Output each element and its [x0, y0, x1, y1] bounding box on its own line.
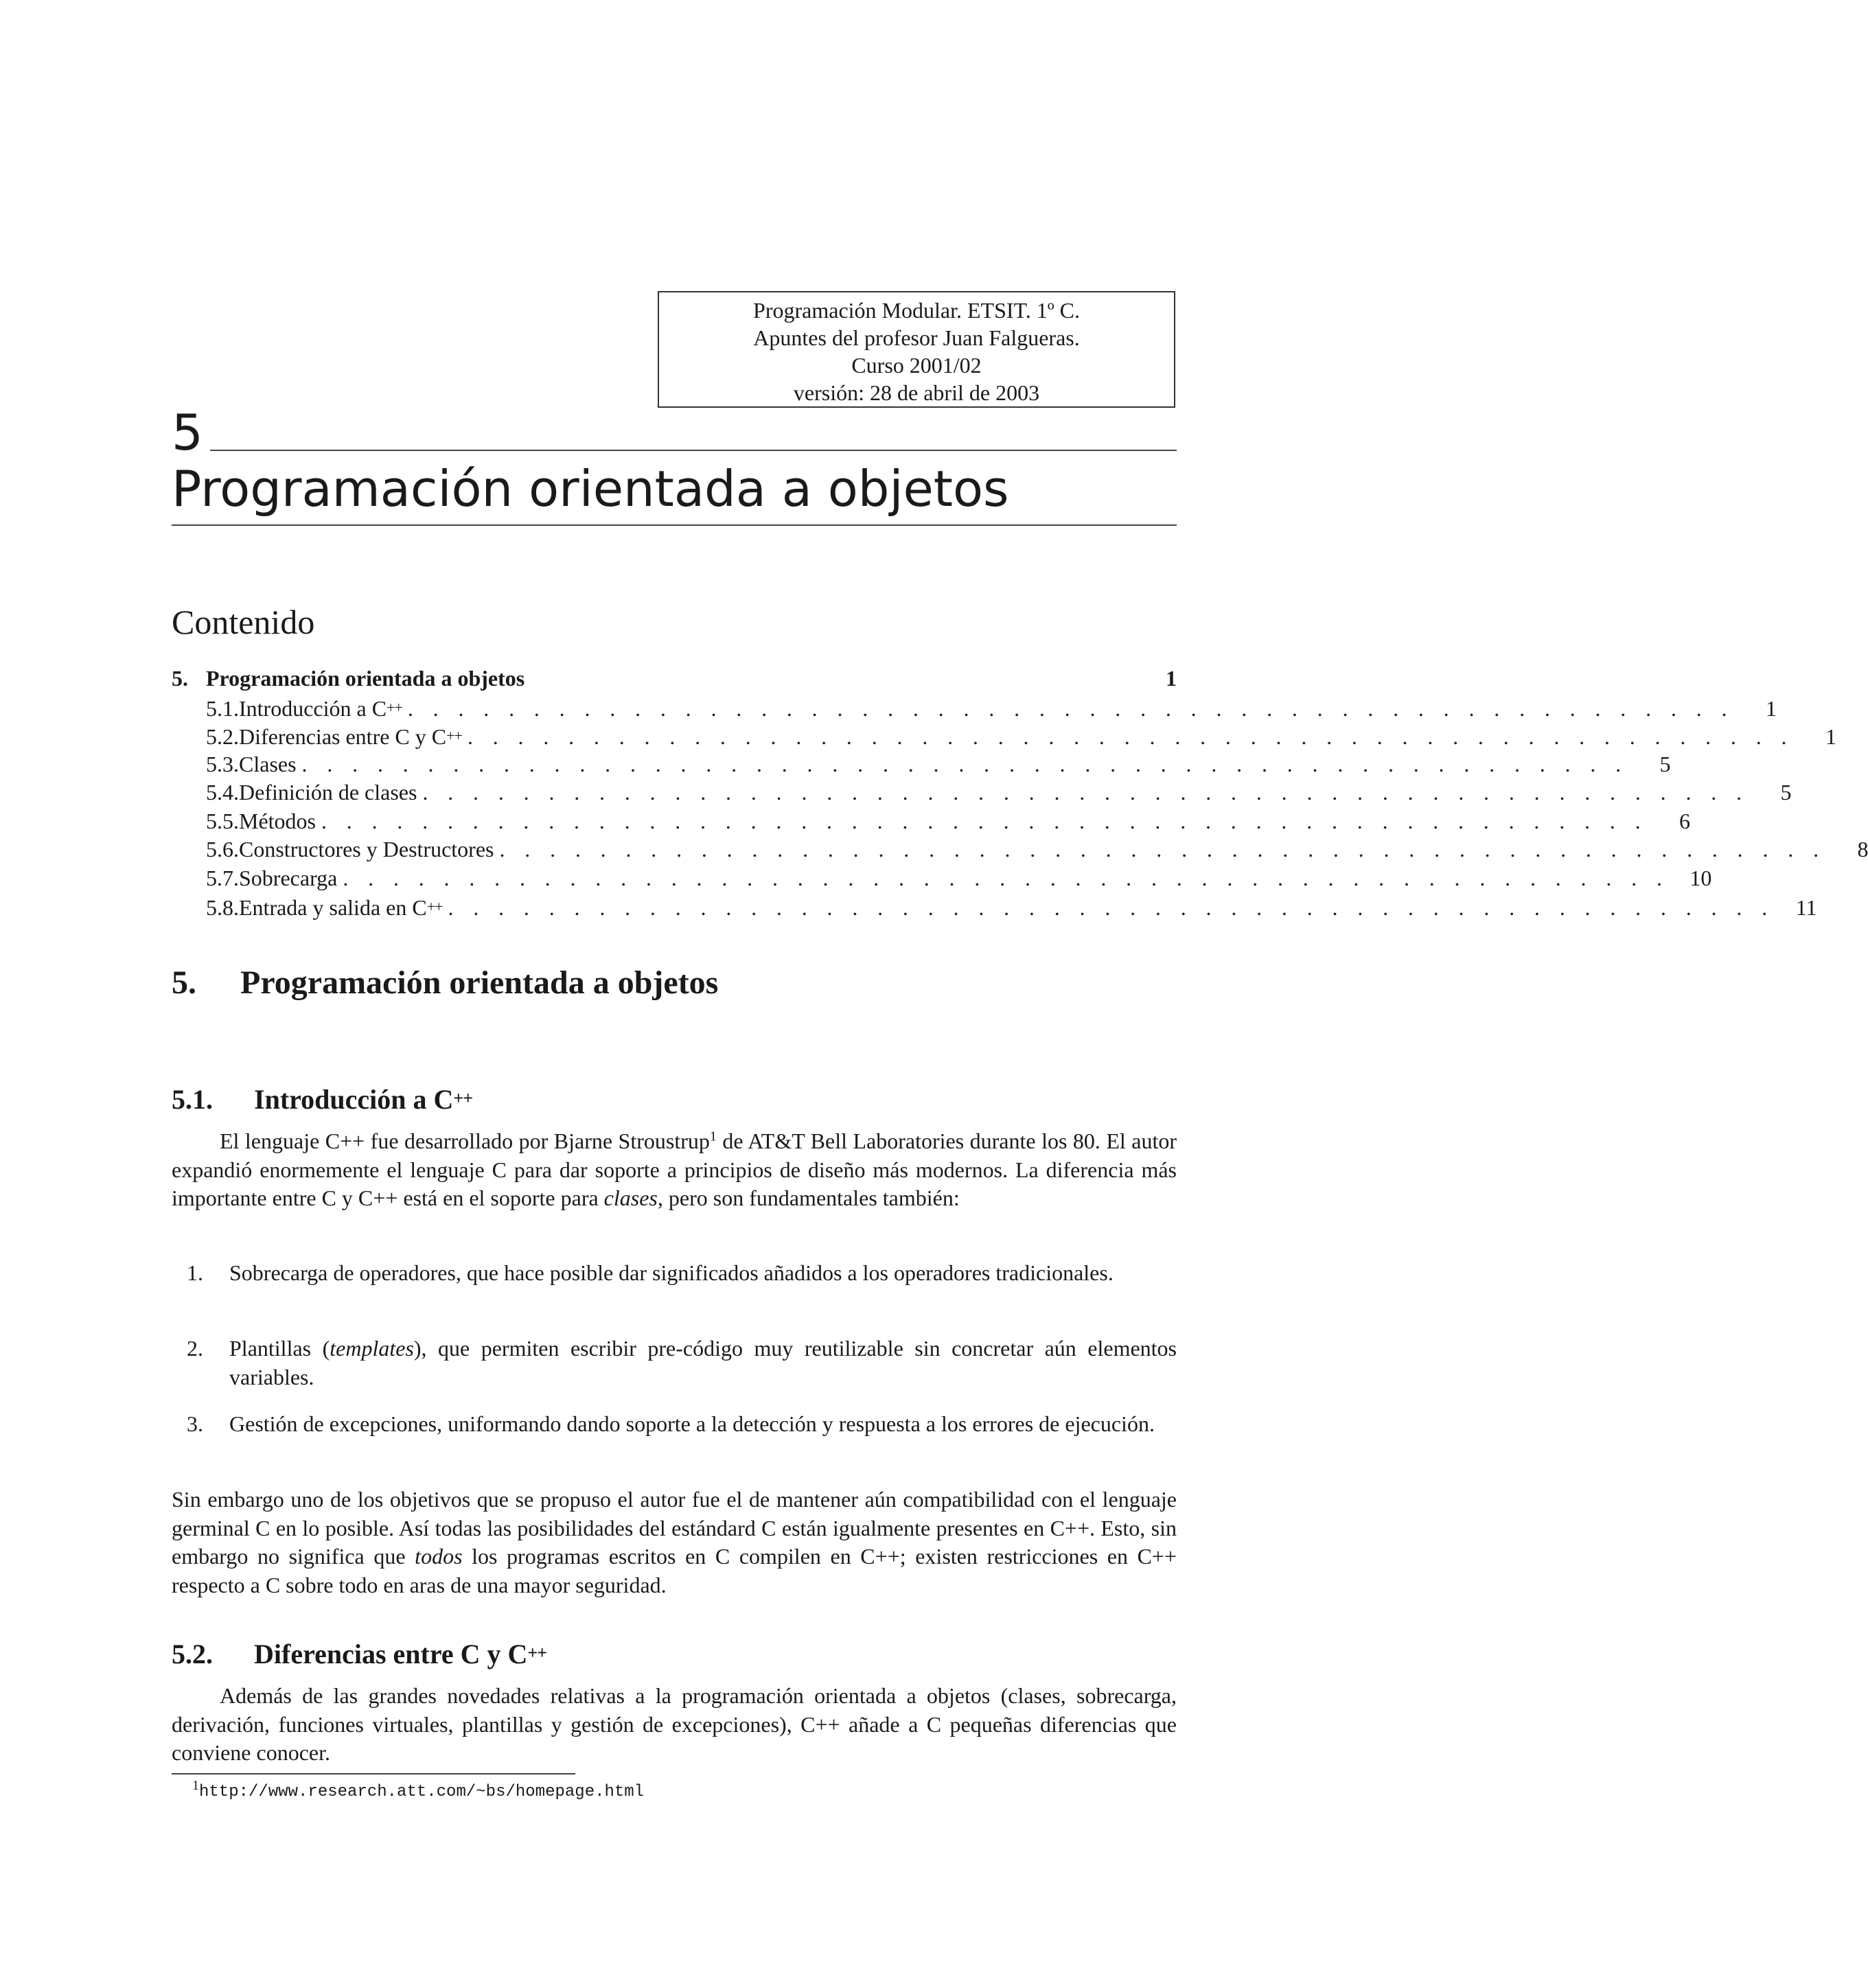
subsection-number: 5.2. — [172, 1639, 213, 1669]
chapter-rule-top — [210, 450, 1177, 451]
course-line: Programación Modular. ETSIT. 1º C. — [753, 298, 1080, 323]
section-title: Programación orientada a objetos — [240, 964, 719, 1001]
toc-entry-number: 5.8. — [206, 895, 239, 920]
table-of-contents — [172, 664, 1868, 921]
list-item-text: Plantillas (templates), que permiten escribir pre-código muy reutilizable sin concretar aún elementos variables. — [229, 1336, 1177, 1389]
list-item-text: Sobrecarga de operadores, que hace posible dar significados añadidos a los operadores tradicionales. — [229, 1260, 1114, 1285]
toc-leader-dots: . . . . . . . . . . . . . . . . . . . . . . . . . . . . . . . . . . . . . . . . . . . . . . . . . . . . . — [499, 837, 1826, 862]
toc-entry[interactable] — [172, 864, 1712, 893]
section-heading — [172, 964, 718, 1002]
chapter-rule-bottom — [172, 524, 1177, 526]
toc-entry-number: 5.5. — [206, 808, 239, 833]
paragraph: El lenguaje C++ fue desarrollado por Bjarne Stroustrup$^1$ de AT&T Bell Laboratories durante los 80. El autor expandió enormemente el lenguaje C para dar soporte a principios de diseño más modernos. La diferencia más importante entre C y C++ está en el soporte para clases, pero son fundamentales también: — [172, 1129, 1177, 1210]
footnote-url[interactable]: http://www.research.att.com/~bs/homepage.html — [199, 1783, 645, 1801]
toc-entry-label: Introducción a C++ — [239, 695, 402, 721]
version-line: versión: 28 de abril de 2003 — [793, 380, 1040, 405]
toc-entry-label-text: Diferencias entre C y C — [239, 724, 447, 749]
toc-entry-page: 11 — [1795, 895, 1817, 920]
toc-entry-label: Métodos — [239, 808, 316, 833]
toc-leader-dots: . . . . . . . . . . . . . . . . . . . . . . . . . . . . . . . . . . . . . . . . . . . . . . . . . . . . . — [422, 780, 1749, 805]
toc-leader-dots: . . . . . . . . . . . . . . . . . . . . . . . . . . . . . . . . . . . . . . . . . . . . . . . . . . . . . — [301, 751, 1628, 776]
toc-entry[interactable] — [172, 750, 1671, 779]
toc-leader-dots: . . . . . . . . . . . . . . . . . . . . . . . . . . . . . . . . . . . . . . . . . . . . . . . . . . . . . — [321, 808, 1648, 833]
toc-entry-page: 5 — [1780, 780, 1792, 805]
toc-entry-number: 5.4. — [206, 780, 239, 805]
subsection-title: Diferencias entre C y C++ — [254, 1639, 547, 1669]
toc-entry-label: Clases — [239, 751, 297, 776]
toc-entry-page: 6 — [1679, 808, 1690, 833]
list-item — [172, 1410, 1177, 1439]
footnote-rule — [172, 1773, 575, 1775]
section-number: 5. — [172, 964, 196, 1001]
toc-entry-page: 1 — [1765, 695, 1777, 721]
toc-entry-label-text: Entrada y salida en C — [239, 895, 427, 920]
toc-entry[interactable] — [172, 892, 1817, 921]
toc-entry-page: 10 — [1690, 865, 1712, 890]
author-line: Apuntes del profesor Juan Falgueras. — [753, 325, 1080, 350]
toc-leader-dots: . . . . . . . . . . . . . . . . . . . . . . . . . . . . . . . . . . . . . . . . . . . . . . . . . . . . . — [448, 895, 1775, 920]
toc-entry-label-text: Introducción a C — [239, 695, 387, 721]
toc-entry-label: Definición de clases — [239, 780, 417, 805]
subsection-heading — [172, 1637, 546, 1671]
list-item — [172, 1259, 1177, 1288]
toc-entry-page: 1 — [1825, 724, 1836, 749]
list-item-number: 3. — [187, 1411, 203, 1436]
chapter-number: 5 — [172, 404, 203, 461]
paragraph: Además de las grandes novedades relativas a la programación orientada a objetos (clases, sobrecarga, derivación, funciones virtuales, plantillas y gestión de excepciones), C++ añade a C pequeñas diferencias que conviene conocer. — [172, 1683, 1177, 1765]
subsection-number: 5.1. — [172, 1084, 213, 1115]
toc-entry-label: Constructores y Destructores — [239, 837, 494, 862]
toc-entry-label: Sobrecarga — [239, 865, 338, 890]
footnote — [192, 1778, 645, 1803]
list-item-number: 2. — [187, 1336, 203, 1361]
toc-entry-page: 8 — [1857, 837, 1868, 862]
toc-entry-label: Entrada y salida en C++ — [239, 895, 443, 920]
toc-entry-page: 5 — [1659, 751, 1671, 776]
toc-entry-number: 5. — [172, 666, 188, 691]
course-info-box — [658, 291, 1175, 408]
chapter-title: Programación orientada a objetos — [172, 460, 1009, 518]
footnote-mark: 1 — [192, 1778, 199, 1793]
toc-entry[interactable] — [172, 778, 1792, 807]
list-item-text: Gestión de excepciones, uniformando dando soporte a la detección y respuesta a los errores de ejecución. — [229, 1411, 1155, 1436]
course-year-line: Curso 2001/02 — [851, 353, 982, 378]
toc-leader-dots: . . . . . . . . . . . . . . . . . . . . . . . . . . . . . . . . . . . . . . . . . . . . . . . . . . . . . — [343, 865, 1670, 890]
list-item-number: 1. — [187, 1260, 203, 1285]
toc-chapter-entry[interactable] — [172, 664, 1177, 693]
toc-entry-number: 5.6. — [206, 837, 239, 862]
toc-entry-number: 5.3. — [206, 751, 239, 776]
toc-leader-dots: . . . . . . . . . . . . . . . . . . . . . . . . . . . . . . . . . . . . . . . . . . . . . . . . . . . . . — [467, 724, 1794, 749]
paragraph: Sin embargo uno de los objetivos que se propuso el autor fue el de mantener aún compatibilidad con el lenguaje germinal C en lo posible. Así todas las posibilidades del estándard C están igualmente presentes en C++. Esto, sin embargo no significa que todos los programas escritos en C compilen en C++; existen restricciones en C++ respecto a C sobre todo en aras de una mayor seguridad. — [172, 1487, 1177, 1597]
toc-entry[interactable] — [172, 693, 1777, 722]
toc-entry-label: Programación orientada a objetos — [206, 666, 525, 691]
list-item — [172, 1334, 1177, 1391]
toc-entry[interactable] — [172, 721, 1836, 750]
subsection-title: Introducción a C++ — [254, 1084, 473, 1115]
contents-heading: Contenido — [172, 603, 315, 641]
toc-leader-dots: . . . . . . . . . . . . . . . . . . . . . . . . . . . . . . . . . . . . . . . . . . . . . . . . . . . . . — [407, 695, 1734, 721]
toc-entry[interactable] — [172, 835, 1868, 864]
subsection-heading — [172, 1082, 472, 1116]
toc-entry-number: 5.1. — [206, 695, 239, 721]
toc-entry-number: 5.7. — [206, 865, 239, 890]
toc-entry-number: 5.2. — [206, 724, 239, 749]
toc-entry-label: Diferencias entre C y C++ — [239, 724, 462, 749]
footnote-marker[interactable]: 1 — [709, 1129, 717, 1144]
toc-entry-page: 1 — [1166, 666, 1177, 691]
toc-entry[interactable] — [172, 807, 1690, 836]
